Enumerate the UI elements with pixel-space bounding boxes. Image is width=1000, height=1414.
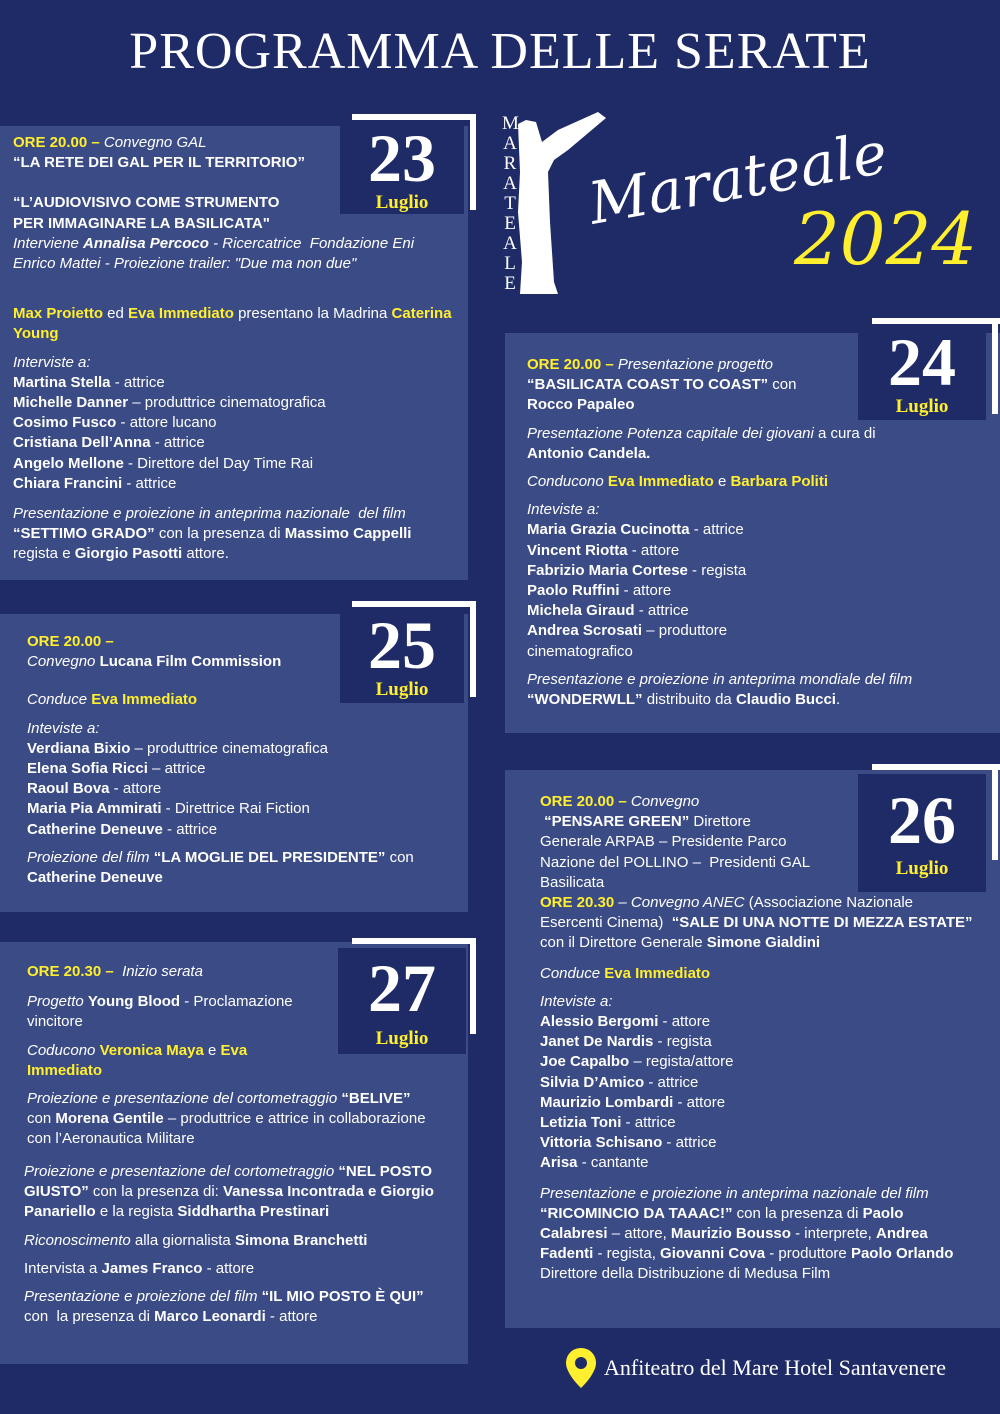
panel-23-luglio: ORE 20.00 – Convegno GAL “LA RETE DEI GAL PER IL TERRITORIO” “L’AUDIOVISIVO COME STRUMENTO PER IMMAGINARE LA BASILICATA" Interviene Annalisa Percoco - Ricercatrice Fondazione Eni Enrico Mattei - Proiezione trailer: "Due ma non due" Max Proietto ed Eva Immediato presentano la Madrina Caterina Young Interviste a: Martina Stella - attrice Michelle Danner – produttrice cinematografica Cosimo Fusco - attore lucano Cristiana Dell’Anna - attrice Angelo Mellone - Direttore del Day Time Rai Chiara Francini - attrice Presentazione e proiezione in anteprima nazionale del film “SETTIMO GRADO” con la presenza di Massimo Cappelli regista e Giorgio Pasotti attore. [0, 126, 468, 580]
day-number: 23 [368, 120, 436, 196]
date-23 [340, 122, 464, 214]
location-text: Anfiteatro del Mare Hotel Santavenere [604, 1355, 947, 1380]
panel-24-luglio: ORE 20.00 – Presentazione progetto “BASILICATA COAST TO COAST” con Rocco Papaleo Presentazione Potenza capitale dei giovani a cura di Antonio Candela. Conducono Eva Immediato e Barbara Politi Inteviste a: Maria Grazia Cucinotta - attrice Vincent Riotta - attore Fabrizio Maria Cortese - regista Paolo Ruffini - attore Michela Giraud - attrice Andrea Scrosati – produttore cinematografico Presentazione e proiezione in anteprima mondiale del film “WONDERWLL” distribuito da Claudio Bucci. [505, 333, 1000, 733]
month-label: Luglio [375, 1028, 429, 1049]
marateale-logo [498, 112, 978, 302]
page-title: PROGRAMMA DELLE SERATE [129, 23, 871, 80]
date-26 [858, 774, 986, 892]
day-number: 24 [888, 324, 956, 400]
logo-vertical-text: MARATEALE [502, 113, 519, 294]
day-number: 26 [888, 782, 956, 858]
day-number: 25 [368, 607, 436, 683]
panel-27-luglio: ORE 20.30 – Inizio serata Progetto Young Blood - Proclamazione vincitore Coducono Veronica Maya e Eva Immediato Proiezione e presentazione del cortometraggio “BELIVE” con Morena Gentile – produttrice e attrice in collaborazione con l’Aeronautica Militare Proiezione e presentazione del cortometraggio “NEL POSTO GIUSTO” con la presenza di: Vanessa Incontrada e Giorgio Panariello e la regista Siddhartha Prestinari Riconoscimento alla giornalista Simona Branchetti Intervista a James Franco - attore Presentazione e proiezione del film “IL MIO POSTO È QUI” con la presenza di Marco Leonardi - attore [0, 942, 468, 1364]
location [564, 1346, 946, 1390]
month-label: Luglio [895, 396, 949, 417]
month-label: Luglio [375, 679, 429, 700]
date-27 [338, 948, 466, 1054]
panel-26-luglio: ORE 20.00 – Convegno “PENSARE GREEN” Direttore Generale ARPAB – Presidente Parco Nazione del POLLINO – Presidenti GAL Basilicata ORE 20.30 – Convegno ANEC (Associazione Nazionale Esercenti Cinema) “SALE DI UNA NOTTE DI MEZZA ESTATE” con il Direttore Generale Simone Gialdini Conduce Eva Immediato Inteviste a: Alessio Bergomi - attore Janet De Nardis - regista Joe Capalbo – regista/attore Silvia D’Amico - attrice Maurizio Lombardi - attore Letizia Toni - attrice Vittoria Schisano - attrice Arisa - cantante Presentazione e proiezione in anteprima nazionale del film “RICOMINCIO DA TAAAC!” con la presenza di Paolo Calabresi – attore, Maurizio Bousso - interprete, Andrea Fadenti - regista, Giovanni Cova - produttore Paolo Orlando Direttore della Distribuzione di Medusa Film [505, 770, 1000, 1328]
map-pin-icon [564, 1346, 598, 1390]
logo-year: 2024 [794, 197, 978, 281]
month-label: Luglio [895, 858, 949, 879]
date-24 [858, 326, 986, 420]
date-25 [340, 609, 464, 703]
logo-script: Marateale [583, 118, 893, 238]
panel-25-luglio: ORE 20.00 – Convegno Lucana Film Commission Conduce Eva Immediato Inteviste a: Verdiana Bixio – produttrice cinematografica Elena Sofia Ricci – attrice Raoul Bova - attore Maria Pia Ammirati - Direttrice Rai Fiction Catherine Deneuve - attrice Proiezione del film “LA MOGLIE DEL PRESIDENTE” con Catherine Deneuve [0, 614, 468, 912]
day-number: 27 [368, 950, 436, 1026]
statue-icon [498, 112, 978, 302]
month-label: Luglio [375, 192, 429, 213]
